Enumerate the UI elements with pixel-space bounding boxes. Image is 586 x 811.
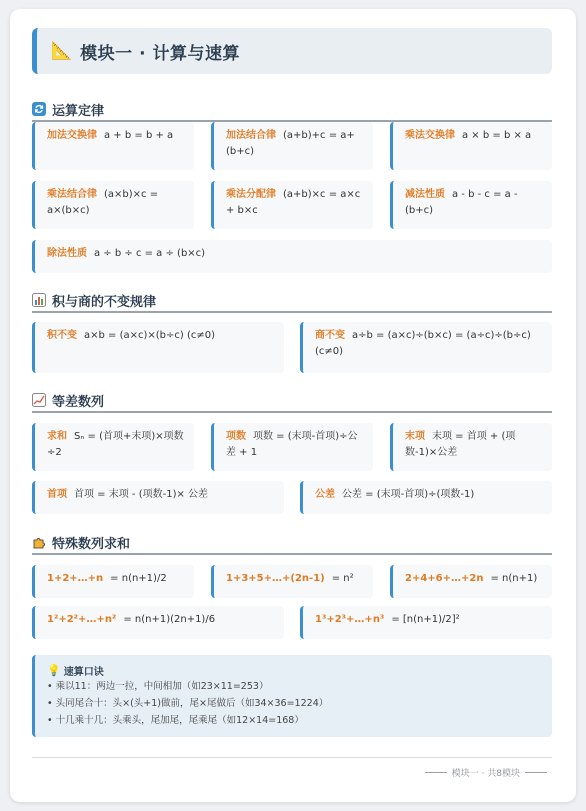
footer — [420, 766, 552, 779]
formula-card — [211, 122, 373, 170]
module-title: 模块一 · 计算与速算 — [80, 43, 240, 64]
formula-value: (a+b)+c = a+(b+c) — [226, 130, 355, 157]
formula-value: a × b = b × a — [462, 130, 532, 141]
formula-key: 公差 — [315, 489, 335, 500]
triangle-ruler-icon: 📐 — [51, 41, 73, 61]
section-title-special-series — [32, 531, 552, 555]
formula-card — [211, 181, 373, 229]
formula-key: 商不变 — [315, 330, 345, 341]
formula-value: 公差 = (末项-首项)÷(项数-1) — [342, 489, 475, 500]
tip-box — [32, 655, 552, 737]
formula-value: (a×b)×c = a×(b×c) — [47, 189, 159, 216]
lightbulb-icon: 💡 — [47, 664, 61, 677]
formula-key: 加法交换律 — [47, 130, 97, 141]
formula-key: 1²+2²+…+n² — [47, 614, 117, 625]
formula-key: 乘法交换律 — [405, 130, 455, 141]
formula-value: 首项 = 末项 - (项数-1)× 公差 — [74, 489, 209, 500]
bar-chart-icon — [32, 293, 46, 307]
formula-value: a + b = b + a — [104, 130, 174, 141]
formula-key: 乘法分配律 — [226, 189, 276, 200]
module-header — [32, 28, 552, 74]
formula-card — [390, 122, 552, 170]
section-title-text: 特殊数列求和 — [52, 536, 131, 552]
tip-line: • 十几乘十几：头乘头，尾加尾，尾乘尾（如12×14=168） — [47, 715, 304, 726]
formula-card — [300, 322, 552, 373]
formula-card — [390, 423, 552, 471]
formula-key: 首项 — [47, 489, 67, 500]
formula-card — [300, 481, 552, 514]
formula-card — [32, 565, 194, 598]
formula-card — [32, 606, 284, 639]
formula-card — [390, 181, 552, 229]
formula-value: a ÷ b ÷ c = a ÷ (b×c) — [94, 248, 206, 259]
formula-card — [32, 240, 552, 273]
formula-key: 1+2+…+n — [47, 573, 104, 584]
formula-card — [211, 565, 373, 598]
formula-value: 项数 = (末项-首项)÷公差 + 1 — [226, 431, 358, 458]
formula-value: Sₙ = (首项+末项)×项数÷2 — [47, 431, 184, 458]
formula-key: 积不变 — [47, 330, 77, 341]
formula-key: 减法性质 — [405, 189, 445, 200]
formula-key: 2+4+6+…+2n — [405, 573, 484, 584]
line-chart-icon — [32, 393, 46, 407]
formula-key: 除法性质 — [47, 248, 87, 259]
tip-title — [47, 663, 542, 678]
footer-dash-right — [525, 772, 547, 773]
tip-line: • 乘以11：两边一拉，中间相加（如23×11=253） — [47, 681, 269, 692]
section-title-invariance — [32, 289, 552, 313]
formula-card — [32, 481, 284, 514]
section-title-text: 等差数列 — [52, 394, 105, 410]
formula-value: a÷b = (a×c)÷(b×c) = (a÷c)÷(b÷c) (c≠0) — [315, 330, 531, 357]
formula-card — [32, 181, 194, 229]
formula-value: (a+b)×c = a×c + b×c — [226, 189, 361, 216]
formula-key: 项数 — [226, 431, 246, 442]
formula-sheet — [10, 9, 576, 802]
footer-text: 模块一 · 共8模块 — [451, 769, 520, 779]
formula-value: a×b = (a×c)×(b÷c) (c≠0) — [84, 330, 216, 341]
formula-value: = [n(n+1)/2]² — [391, 614, 460, 625]
formula-value: = n(n+1)/2 — [110, 573, 167, 584]
formula-key: 乘法结合律 — [47, 189, 97, 200]
formula-value: 末项 = 首项 + (项数-1)×公差 — [405, 431, 516, 458]
formula-card — [32, 322, 284, 373]
formula-key: 求和 — [47, 431, 67, 442]
formula-key: 末项 — [405, 431, 425, 442]
refresh-arrows-icon — [32, 102, 46, 116]
formula-card — [390, 565, 552, 598]
formula-key: 1+3+5+…+(2n-1) — [226, 573, 325, 584]
section-title-text: 运算定律 — [52, 103, 105, 119]
formula-value: = n² — [331, 573, 354, 584]
formula-card — [32, 122, 194, 170]
formula-card — [300, 606, 552, 639]
formula-key: 1³+2³+…+n³ — [315, 614, 385, 625]
formula-value: a - b - c = a - (b+c) — [405, 189, 518, 216]
tip-line: • 头同尾合十：头×(头+1)做前，尾×尾做后（如34×36=1224） — [47, 698, 329, 709]
section-title-arithmetic — [32, 389, 552, 413]
footer-divider — [32, 757, 552, 758]
section-title-text: 积与商的不变规律 — [52, 294, 157, 310]
puzzle-icon — [32, 535, 46, 549]
formula-value: = n(n+1) — [490, 573, 538, 584]
footer-dash-left — [425, 772, 447, 773]
section-title-laws — [32, 98, 552, 122]
formula-key: 加法结合律 — [226, 130, 276, 141]
tip-title-text: 速算口诀 — [63, 667, 104, 678]
formula-value: = n(n+1)(2n+1)/6 — [123, 614, 216, 625]
formula-card — [32, 423, 194, 471]
formula-card — [211, 423, 373, 471]
